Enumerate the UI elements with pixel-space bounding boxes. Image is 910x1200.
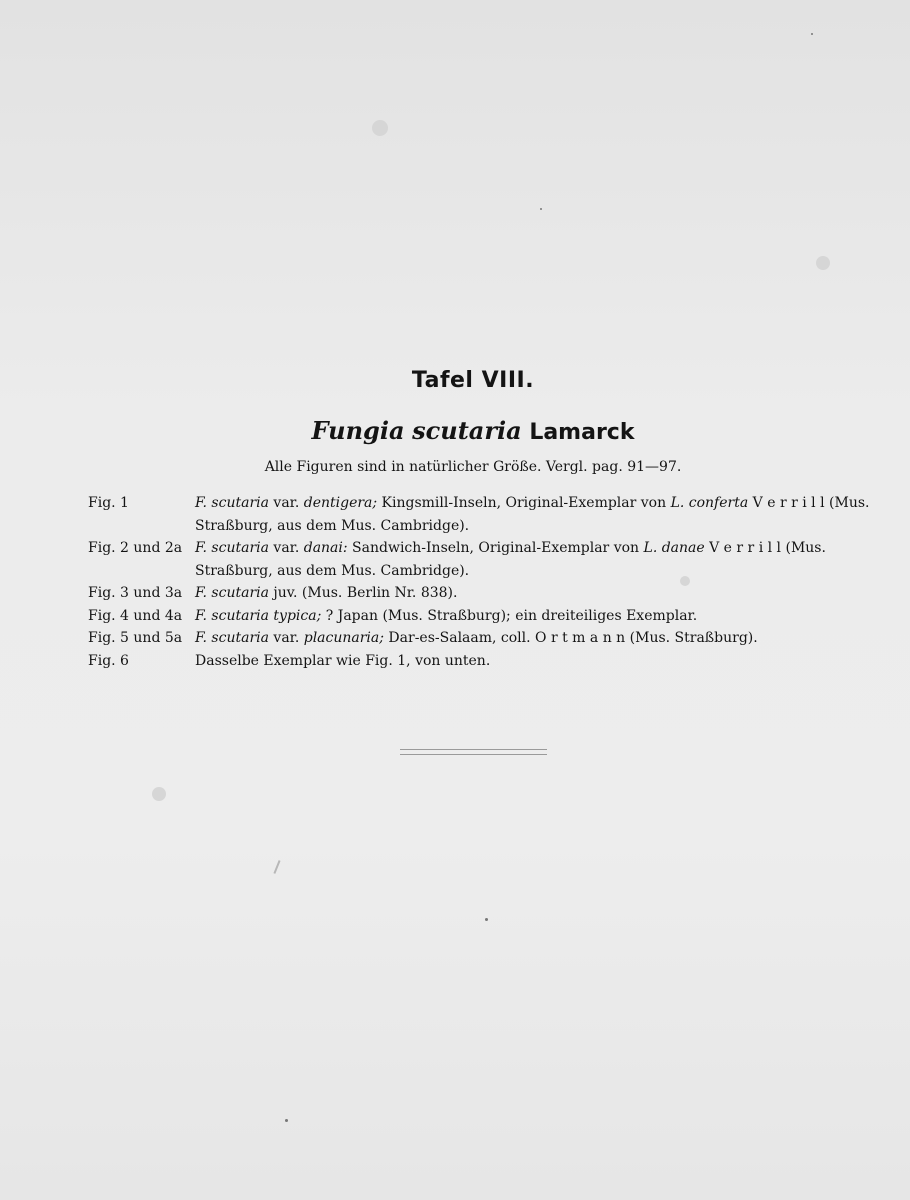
figure-description-text: var. [268, 495, 304, 511]
figure-description-text: V e r r i l l (Mus. Straßburg, aus dem Mus. Cambridge). [195, 495, 870, 534]
paper-dot [540, 208, 542, 210]
figure-description-italic: F. scutaria [195, 585, 269, 601]
figure-description-italic: F. scutaria [195, 495, 269, 511]
species-author: Lamarck [529, 420, 635, 445]
figure-row [88, 537, 870, 582]
figure-description [195, 492, 870, 537]
paper-speck [816, 256, 830, 270]
figure-row [88, 605, 870, 628]
figure-description [195, 627, 870, 650]
figure-label: Fig. 4 und 4a [88, 607, 183, 624]
figure-description-text: ? Japan (Mus. Straßburg); ein dreiteiliges Exemplar. [321, 607, 698, 624]
figure-description-text: V e r r i l l (Mus. Straßburg, aus dem Mus. Cambridge). [195, 540, 826, 579]
figure-description-italic: F. scutaria typica; [195, 607, 322, 624]
figure-description [195, 650, 870, 673]
figure-description-text: Dar-es-Salaam, coll. O r t m a n n (Mus. Straßburg). [383, 630, 758, 646]
figure-description-text: Sandwich-Inseln, Original-Exemplar von [347, 540, 644, 556]
paper-dot [285, 1119, 288, 1122]
plate-subtitle: Alle Figuren sind in natürlicher Größe. Vergl. pag. 91—97. [264, 459, 682, 475]
figure-label: Fig. 1 [88, 495, 129, 511]
species-genus: Fungia [311, 416, 405, 445]
figure-row [88, 492, 870, 537]
figure-description-text: juv. (Mus. Berlin Nr. 838). [268, 585, 458, 601]
figure-description-text: var. [268, 540, 304, 556]
figure-description-italic: F. scutaria [195, 630, 269, 646]
paper-dot [485, 918, 488, 921]
plate-title: Tafel VIII. [411, 368, 535, 393]
species-heading [0, 416, 910, 445]
figure-row [88, 582, 870, 605]
paper-speck [152, 787, 166, 801]
figure-description-italic: L. conferta [670, 495, 749, 511]
figure-label: Fig. 3 und 3a [88, 585, 183, 601]
figure-row [88, 627, 870, 650]
paper-speck [372, 120, 388, 136]
figure-description-text: Dasselbe Exemplar wie Fig. 1, von unten. [195, 652, 491, 669]
figure-description-italic: L. danae [643, 540, 705, 556]
figure-description-italic: dentigera; [303, 495, 378, 511]
section-divider [400, 749, 547, 755]
figure-label: Fig. 2 und 2a [88, 540, 183, 556]
species-epithet: scutaria [412, 416, 522, 445]
figure-description-italic: placunaria; [303, 630, 384, 646]
figure-label: Fig. 5 und 5a [88, 630, 183, 646]
figure-description [195, 582, 870, 605]
figure-list [88, 492, 870, 672]
figure-description [195, 605, 870, 628]
figure-label: Fig. 6 [88, 652, 129, 669]
figure-description [195, 537, 870, 582]
figure-row [88, 650, 870, 673]
figure-description-italic: danai: [303, 540, 348, 556]
figure-description-italic: F. scutaria [195, 540, 269, 556]
paper-dot [811, 33, 813, 35]
paper-mark [273, 860, 280, 874]
figure-description-text: var. [268, 630, 304, 646]
figure-description-text: Kingsmill-Inseln, Original-Exemplar von [377, 495, 671, 511]
